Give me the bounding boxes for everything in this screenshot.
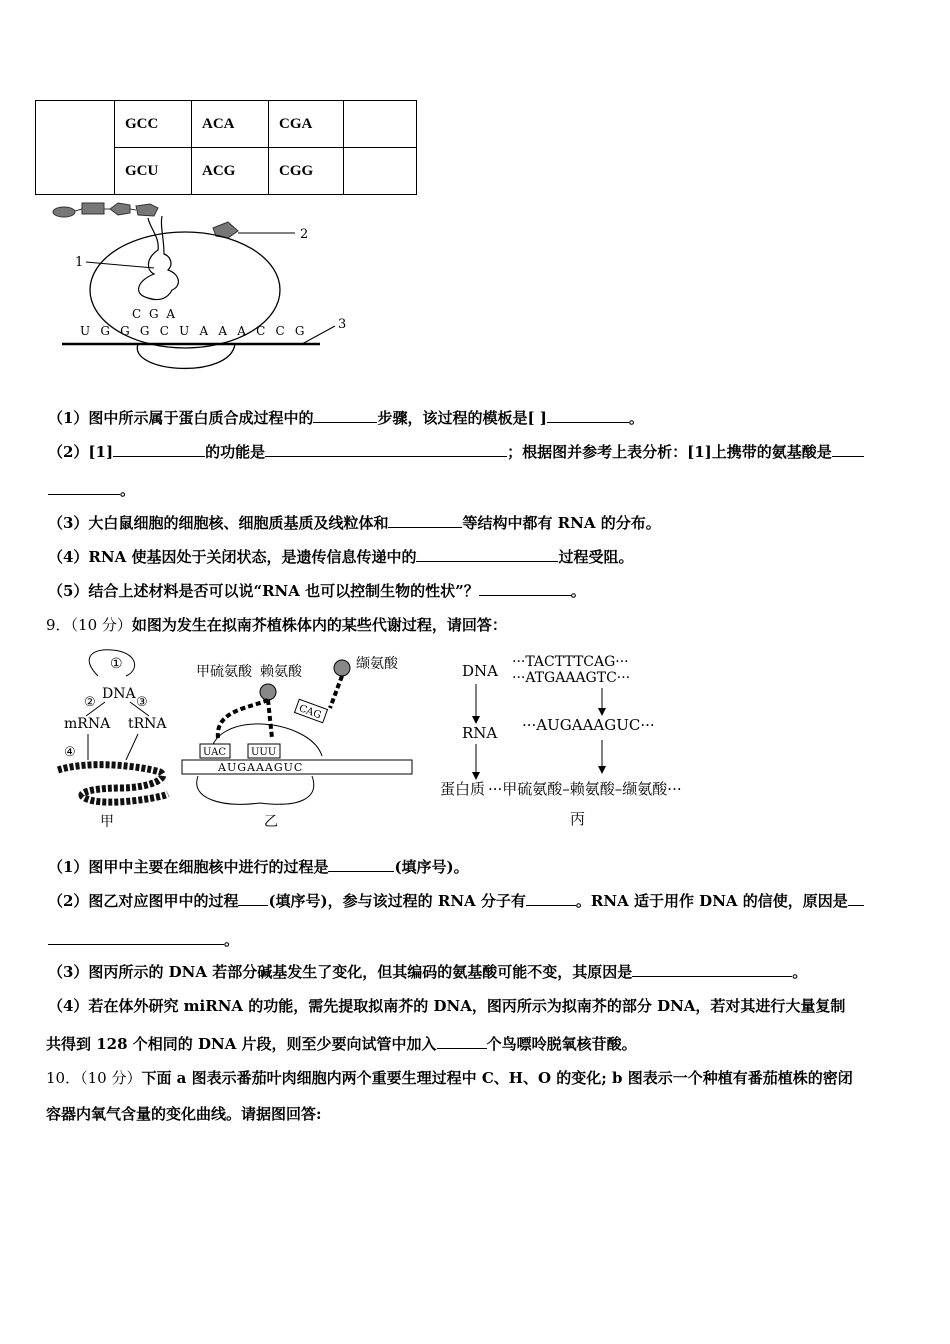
- aa-label: 甲硫氨酸: [196, 664, 252, 680]
- answer-blank[interactable]: [479, 581, 571, 596]
- table-cell: GCC: [115, 101, 192, 148]
- q9-part4: （4）若在体外研究 miRNA 的功能，需先提取拟南芥的 DNA，图丙所示为拟南芥的部分 DNA，若对其进行大量复制: [48, 997, 846, 1015]
- aa-label: 赖氨酸: [260, 664, 302, 680]
- codon-table: [35, 100, 417, 195]
- table-cell: CGA: [269, 101, 344, 148]
- amino-acid-icon: [110, 203, 130, 215]
- table-cell-empty: [344, 101, 417, 148]
- process-4: ④: [64, 745, 76, 760]
- q9-stem: 9．（10 分）如图为发生在拟南芥植株体内的某些代谢过程，请回答：: [46, 616, 507, 634]
- table-cell: CGG: [269, 148, 344, 195]
- process-2: ②: [84, 695, 96, 710]
- figure-jia: [58, 650, 168, 830]
- answer-blank[interactable]: [48, 930, 224, 945]
- answer-blank[interactable]: [547, 408, 629, 423]
- amino-acid-icon: [82, 203, 104, 214]
- answer-blank[interactable]: [328, 857, 394, 872]
- mrna-label: mRNA: [64, 716, 111, 732]
- amino-acid-icon: [136, 204, 158, 216]
- q10-stem: 10．（10 分）下面 a 图表示番茄叶肉细胞内两个重要生理过程中 C、H、O 的变化; b 图表示一个种植有番茄植株的密闭: [46, 1069, 853, 1087]
- dna-label: DNA: [462, 662, 498, 680]
- q10-stem-cont: 容器内氧气含量的变化曲线。请据图回答:: [46, 1105, 322, 1123]
- table-row: [36, 101, 417, 148]
- anticodon: UAC: [203, 747, 226, 758]
- table-cell: ACA: [192, 101, 269, 148]
- dna-label: DNA: [102, 686, 136, 702]
- table-cell: GCU: [115, 148, 192, 195]
- answer-blank[interactable]: [113, 442, 205, 457]
- anticodon: UUU: [251, 747, 277, 758]
- table-cell-empty: [344, 148, 417, 195]
- q9-part1: （1）图甲中主要在细胞核中进行的过程是 (填序号)。: [48, 858, 469, 876]
- answer-blank[interactable]: [313, 408, 377, 423]
- process-3: ③: [136, 695, 148, 710]
- rna-label: RNA: [462, 724, 498, 742]
- caption-bing: 丙: [570, 810, 586, 828]
- q9-part2: （2）图乙对应图甲中的过程 (填序号)，参与该过程的 RNA 分子有 。RNA 适于用作 DNA 的信使，原因是: [48, 891, 864, 911]
- q9-part4-cont: 共得到 128 个相同的 DNA 片段，则至少要向试管中加入 个鸟嘌呤脱氧核苷酸。: [46, 1035, 637, 1053]
- q8-part3: （3）大白鼠细胞的细胞核、细胞质基质及线粒体和 等结构中都有 RNA 的分布。: [48, 514, 661, 532]
- q9-part3: （3）图丙所示的 DNA 若部分碱基发生了变化，但其编码的氨基酸可能不变，其原因是 。: [48, 963, 808, 981]
- table-cell-empty: [36, 101, 115, 195]
- answer-blank[interactable]: [526, 891, 576, 906]
- answer-blank[interactable]: [632, 962, 792, 977]
- figure-yi: [182, 655, 412, 830]
- answer-blank[interactable]: [238, 891, 268, 906]
- table-cell: ACG: [192, 148, 269, 195]
- trna-label: tRNA: [128, 716, 167, 732]
- answer-blank[interactable]: [848, 891, 864, 906]
- caption-yi: 乙: [264, 814, 278, 830]
- answer-blank[interactable]: [388, 513, 462, 528]
- anticodon: C G A: [132, 307, 178, 321]
- amino-acid-icon: [53, 207, 75, 217]
- label-3: 3: [338, 317, 347, 332]
- answer-blank[interactable]: [832, 442, 864, 457]
- protein-label: 蛋白质: [440, 780, 486, 798]
- q9-figures: [50, 648, 730, 833]
- answer-blank[interactable]: [48, 480, 120, 495]
- q8-part2-cont: 。: [48, 480, 135, 500]
- aa-label: 缬氨酸: [356, 656, 398, 672]
- mrna-sequence: U G G G C U A A A C C G: [80, 324, 308, 338]
- figure-bing: [440, 654, 682, 828]
- anticodon: CAG: [297, 703, 323, 722]
- caption-jia: 甲: [100, 814, 114, 830]
- translation-figure: [50, 198, 360, 380]
- q8-part5: （5）结合上述材料是否可以说“RNA 也可以控制生物的性状”？ 。: [48, 582, 586, 600]
- q8-part2: （2）[1] 的功能是 ；根据图并参考上表分析：[1]上携带的氨基酸是: [48, 442, 864, 462]
- mrna-sequence: AUGAAAGUC: [218, 761, 304, 774]
- dna-strand: ···TACTTTCAG···: [512, 654, 629, 670]
- q9-part2-cont: 。: [48, 930, 239, 950]
- trna: [139, 216, 179, 300]
- dna-strand: ···ATGAAAGTC···: [512, 670, 631, 686]
- q8-part4: （4）RNA 使基因处于关闭状态，是遗传信息传递中的 过程受阻。: [48, 548, 634, 566]
- answer-blank[interactable]: [265, 442, 507, 457]
- rna-strand: ···AUGAAAGUC···: [522, 716, 655, 734]
- q8-part1: （1）图中所示属于蛋白质合成过程中的 步骤，该过程的模板是[ ] 。: [48, 409, 644, 427]
- peptide-sequence: ···甲硫氨酸–赖氨酸–缬氨酸···: [488, 780, 682, 798]
- process-1: ①: [110, 656, 123, 672]
- label-1: 1: [75, 255, 84, 270]
- answer-blank[interactable]: [416, 547, 558, 562]
- label-2: 2: [300, 227, 309, 242]
- answer-blank[interactable]: [437, 1034, 487, 1049]
